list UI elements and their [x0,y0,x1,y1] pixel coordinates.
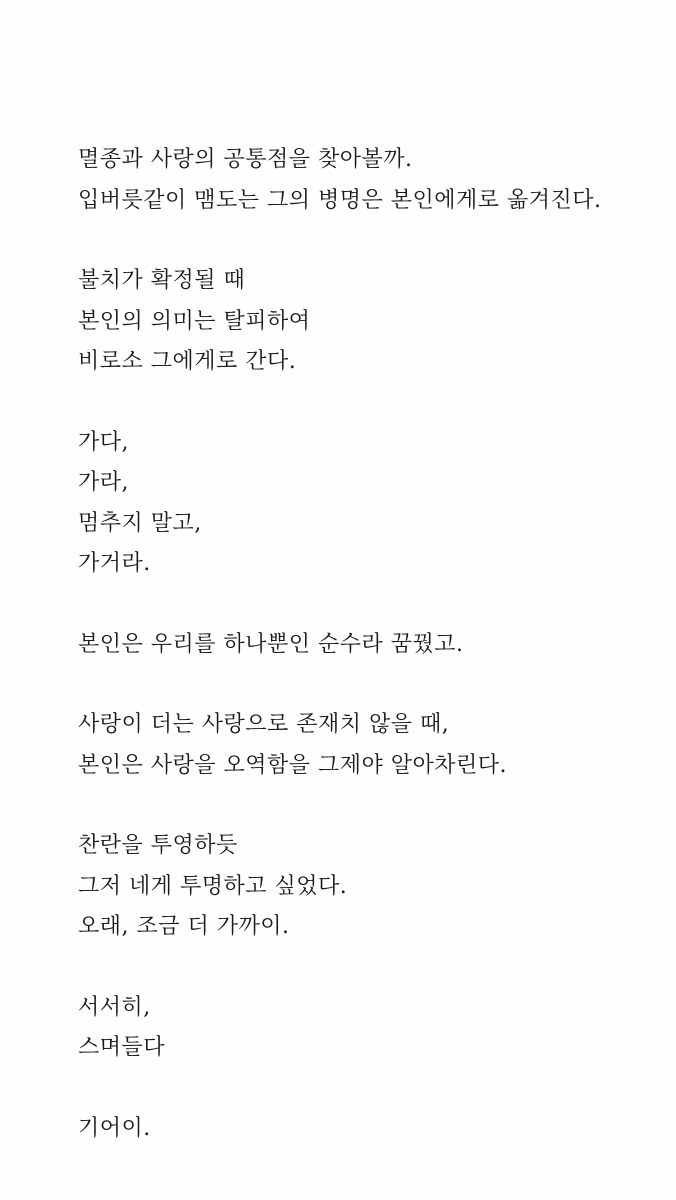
stanza-6 [78,826,668,948]
stanza-3 [78,423,668,585]
poem-line: 본인의 의미는 탈피하여 [78,308,311,334]
poem-line: 가라, [78,470,129,495]
poem-line: 본인은 우리를 하나뿐인 순수라 꿈꿨고. [78,631,464,657]
stanza-2 [78,261,668,383]
poem-text [78,140,668,1189]
poem-line: 사랑이 더는 사랑으로 존재치 않을 때, [78,712,450,737]
poem-line: 오래, 조금 더 가까이. [78,914,290,939]
poem-line: 찬란을 투영하듯 [78,833,238,858]
stanza-7 [78,988,668,1069]
poem-line: 그저 네게 투명하고 싶었다. [78,873,348,899]
stanza-4 [78,625,668,666]
poem-line: 스며들다 [78,1035,166,1060]
stanza-1 [78,140,668,221]
poem-line: 불치가 확정될 때 [78,268,246,293]
poem-line: 서서히, [78,994,151,1020]
stanza-5 [78,705,668,786]
poem-line: 비로소 그에게로 간다. [78,349,297,374]
poem-line: 멸종과 사랑의 공통점을 찾아볼까. [78,147,413,172]
poem-line: 기어이. [78,1115,151,1141]
poem-line: 멈추지 말고, [78,510,202,536]
poem-line: 가다, [78,429,129,455]
poem-line: 본인은 사랑을 오역함을 그제야 알아차린다. [78,752,508,778]
poem-line: 가거라. [78,551,151,576]
poem-line: 입버릇같이 맴도는 그의 병명은 본인에게로 옮겨진다. [78,187,602,213]
stanza-8 [78,1109,668,1150]
